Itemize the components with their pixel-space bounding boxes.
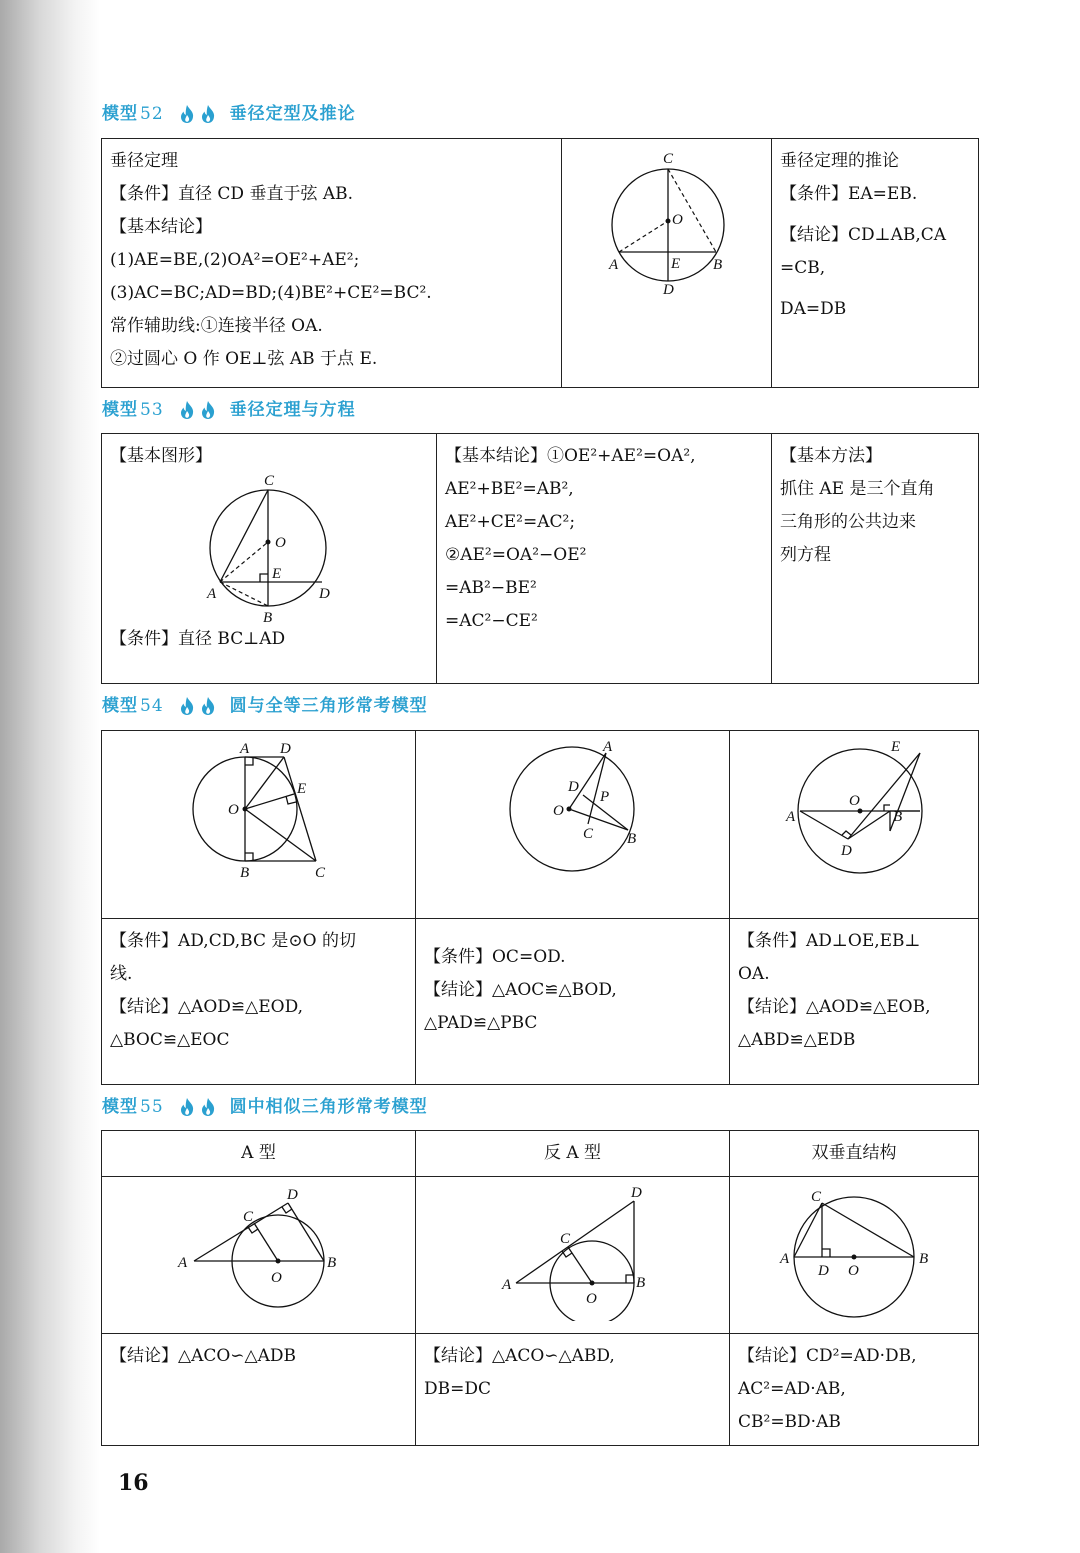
m54-figure-3 bbox=[730, 739, 977, 899]
flame-icon bbox=[178, 400, 196, 420]
text-line: 【条件】AD⊥OE,EB⊥ bbox=[738, 931, 921, 951]
section-heading: 垂径定型及推论 bbox=[229, 104, 356, 124]
label-a: A bbox=[207, 586, 217, 602]
text-line: =AB²−BE² bbox=[445, 578, 537, 598]
m54-figure-1 bbox=[102, 739, 414, 899]
m55-figure-2 bbox=[416, 1181, 728, 1321]
model-label: 模型 bbox=[102, 696, 138, 716]
m53-conclusion-cell bbox=[437, 434, 772, 684]
text-line: OA. bbox=[738, 964, 770, 984]
label-d: D bbox=[818, 1263, 829, 1279]
text-line: AC²=AD·AB, bbox=[738, 1379, 846, 1399]
label-c: C bbox=[243, 1209, 254, 1225]
text-line: 抓住 AE 是三个直角 bbox=[780, 479, 935, 499]
text-line: 【基本方法】 bbox=[780, 446, 882, 466]
label-c: C bbox=[583, 826, 594, 842]
model-54-table bbox=[101, 730, 979, 1085]
m55-text-1 bbox=[102, 1334, 416, 1446]
label-d: D bbox=[287, 1187, 298, 1203]
label-b: B bbox=[636, 1275, 646, 1291]
text-line: 列方程 bbox=[780, 545, 831, 565]
text-line: AE²+CE²=AC²; bbox=[445, 512, 576, 532]
label-e: E bbox=[272, 566, 282, 582]
label-c: C bbox=[264, 473, 275, 489]
text-line: 【条件】AD,CD,BC 是⊙O 的切 bbox=[110, 931, 356, 951]
m55-fig3-cell bbox=[730, 1177, 979, 1334]
m52-figure-cell bbox=[562, 139, 772, 388]
m53-figure-cell bbox=[102, 434, 437, 684]
label-e: E bbox=[891, 739, 901, 755]
text-line: DB=DC bbox=[424, 1379, 492, 1399]
label-b: B bbox=[627, 831, 637, 847]
m55-text-3 bbox=[730, 1334, 979, 1446]
model-number: 53 bbox=[140, 400, 164, 420]
model-55-table bbox=[101, 1130, 979, 1446]
text-line: 【结论】CD²=AD·DB, bbox=[738, 1346, 917, 1366]
text-line: △BOC≌△EOC bbox=[110, 1030, 230, 1050]
text-line: 【条件】直径 BC⊥AD bbox=[110, 629, 286, 649]
label-b: B bbox=[240, 865, 250, 881]
m55-figure-3 bbox=[730, 1181, 977, 1321]
label-a: A bbox=[609, 257, 619, 273]
text-line: △PAD≌△PBC bbox=[424, 1013, 538, 1033]
page-number: 16 bbox=[118, 1470, 149, 1496]
label-d: D bbox=[663, 282, 674, 295]
label-a: A bbox=[786, 809, 796, 825]
m52-left-cell bbox=[102, 139, 562, 388]
text-line: 【条件】OC=OD. bbox=[424, 947, 566, 967]
label-a: A bbox=[240, 741, 250, 757]
text-line: 【结论】△AOD≌△EOD, bbox=[110, 997, 304, 1017]
model-number: 54 bbox=[140, 696, 164, 716]
label-d: D bbox=[631, 1185, 642, 1201]
text-line: =CB, bbox=[780, 258, 826, 278]
text-line: 垂径定理的推论 bbox=[780, 151, 899, 171]
label-d: D bbox=[319, 586, 330, 602]
label-c: C bbox=[811, 1189, 822, 1205]
m54-fig3-cell bbox=[730, 731, 979, 919]
m55-text-2 bbox=[416, 1334, 730, 1446]
label-d: D bbox=[841, 843, 852, 859]
flame-icon bbox=[178, 696, 196, 716]
label-a: A bbox=[502, 1277, 512, 1293]
text-line: △ABD≌△EDB bbox=[738, 1030, 856, 1050]
label-c: C bbox=[663, 151, 674, 167]
text-line: 三角形的公共边来 bbox=[780, 512, 916, 532]
text-line: AE²+BE²=AB², bbox=[445, 479, 574, 499]
model-label: 模型 bbox=[102, 400, 138, 420]
m55-figure-1 bbox=[102, 1181, 414, 1321]
text-line: (1)AE=BE,(2)OA²=OE²+AE²; bbox=[110, 250, 360, 270]
label-b: B bbox=[263, 610, 273, 623]
text-line: =AC²−CE² bbox=[445, 611, 538, 631]
label-d: D bbox=[280, 741, 291, 757]
flame-icon bbox=[199, 1097, 217, 1117]
text-line: 【结论】△ACO∽△ADB bbox=[110, 1346, 297, 1366]
m52-right-cell bbox=[772, 139, 979, 388]
flame-icon bbox=[199, 696, 217, 716]
label-e: E bbox=[671, 256, 681, 272]
column-header: A 型 bbox=[102, 1131, 416, 1177]
section-heading: 圆与全等三角形常考模型 bbox=[229, 696, 428, 716]
text-line: 【结论】△ACO∽△ABD, bbox=[424, 1346, 615, 1366]
label-b: B bbox=[919, 1251, 929, 1267]
label-o: O bbox=[553, 803, 564, 819]
label-b: B bbox=[893, 809, 903, 825]
label-d: D bbox=[568, 779, 579, 795]
label-o: O bbox=[271, 1270, 282, 1286]
text-line: 【结论】CD⊥AB,CA bbox=[780, 225, 947, 245]
section-title-53 bbox=[102, 397, 356, 423]
text-line: (3)AC=BC;AD=BD;(4)BE²+CE²=BC². bbox=[110, 283, 432, 303]
text-line: DA=DB bbox=[780, 299, 847, 319]
column-header: 双垂直结构 bbox=[730, 1131, 979, 1177]
label-o: O bbox=[672, 212, 683, 228]
m55-fig2-cell bbox=[416, 1177, 730, 1334]
label-a: A bbox=[780, 1251, 790, 1267]
flame-icon bbox=[178, 1097, 196, 1117]
m55-fig1-cell bbox=[102, 1177, 416, 1334]
model-number: 55 bbox=[140, 1097, 164, 1117]
label-p: P bbox=[600, 789, 610, 805]
section-heading: 圆中相似三角形常考模型 bbox=[229, 1097, 428, 1117]
label-c: C bbox=[315, 865, 326, 881]
text-line: 线. bbox=[110, 964, 133, 984]
section-heading: 垂径定理与方程 bbox=[229, 400, 356, 420]
text-line: 【条件】EA=EB. bbox=[780, 184, 918, 204]
m52-figure bbox=[562, 145, 772, 295]
section-title-54 bbox=[102, 693, 428, 719]
model-number: 52 bbox=[140, 104, 164, 124]
label-a: A bbox=[603, 739, 613, 755]
label-e: E bbox=[297, 781, 307, 797]
text-line: 常作辅助线:①连接半径 OA. bbox=[110, 316, 323, 336]
label-a: A bbox=[178, 1255, 188, 1271]
text-line: 【条件】直径 CD 垂直于弦 AB. bbox=[110, 184, 354, 204]
m53-figure bbox=[110, 473, 410, 623]
m53-method-cell bbox=[772, 434, 979, 684]
text-line: 【结论】△AOC≌△BOD, bbox=[424, 980, 617, 1000]
m54-text-1 bbox=[102, 919, 416, 1085]
m54-text-2 bbox=[416, 919, 730, 1085]
text-line: 【基本图形】 bbox=[110, 446, 212, 466]
m54-fig1-cell bbox=[102, 731, 416, 919]
section-title-55 bbox=[102, 1094, 428, 1120]
flame-icon bbox=[178, 104, 196, 124]
label-o: O bbox=[275, 535, 286, 551]
label-o: O bbox=[586, 1291, 597, 1307]
text-line: ②AE²=OA²−OE² bbox=[445, 545, 587, 565]
flame-icon bbox=[199, 400, 217, 420]
model-label: 模型 bbox=[102, 104, 138, 124]
model-53-table bbox=[101, 433, 979, 684]
m54-fig2-cell bbox=[416, 731, 730, 919]
model-label: 模型 bbox=[102, 1097, 138, 1117]
text-line: 【基本结论】 bbox=[110, 217, 212, 237]
text-line: 【结论】△AOD≌△EOB, bbox=[738, 997, 931, 1017]
model-52-table bbox=[101, 138, 979, 388]
label-b: B bbox=[327, 1255, 337, 1271]
text-line: ②过圆心 O 作 OE⊥弦 AB 于点 E. bbox=[110, 349, 378, 369]
text-line: 垂径定理 bbox=[110, 151, 178, 171]
label-o: O bbox=[228, 802, 239, 818]
flame-icon bbox=[199, 104, 217, 124]
section-title-52 bbox=[102, 101, 356, 127]
label-c: C bbox=[560, 1231, 571, 1247]
m54-text-3 bbox=[730, 919, 979, 1085]
text-line: 【基本结论】①OE²+AE²=OA², bbox=[445, 446, 696, 466]
label-o: O bbox=[849, 793, 860, 809]
label-o: O bbox=[848, 1263, 859, 1279]
label-b: B bbox=[713, 257, 723, 273]
column-header: 反 A 型 bbox=[416, 1131, 730, 1177]
m54-figure-2 bbox=[416, 739, 728, 899]
text-line: CB²=BD·AB bbox=[738, 1412, 841, 1432]
